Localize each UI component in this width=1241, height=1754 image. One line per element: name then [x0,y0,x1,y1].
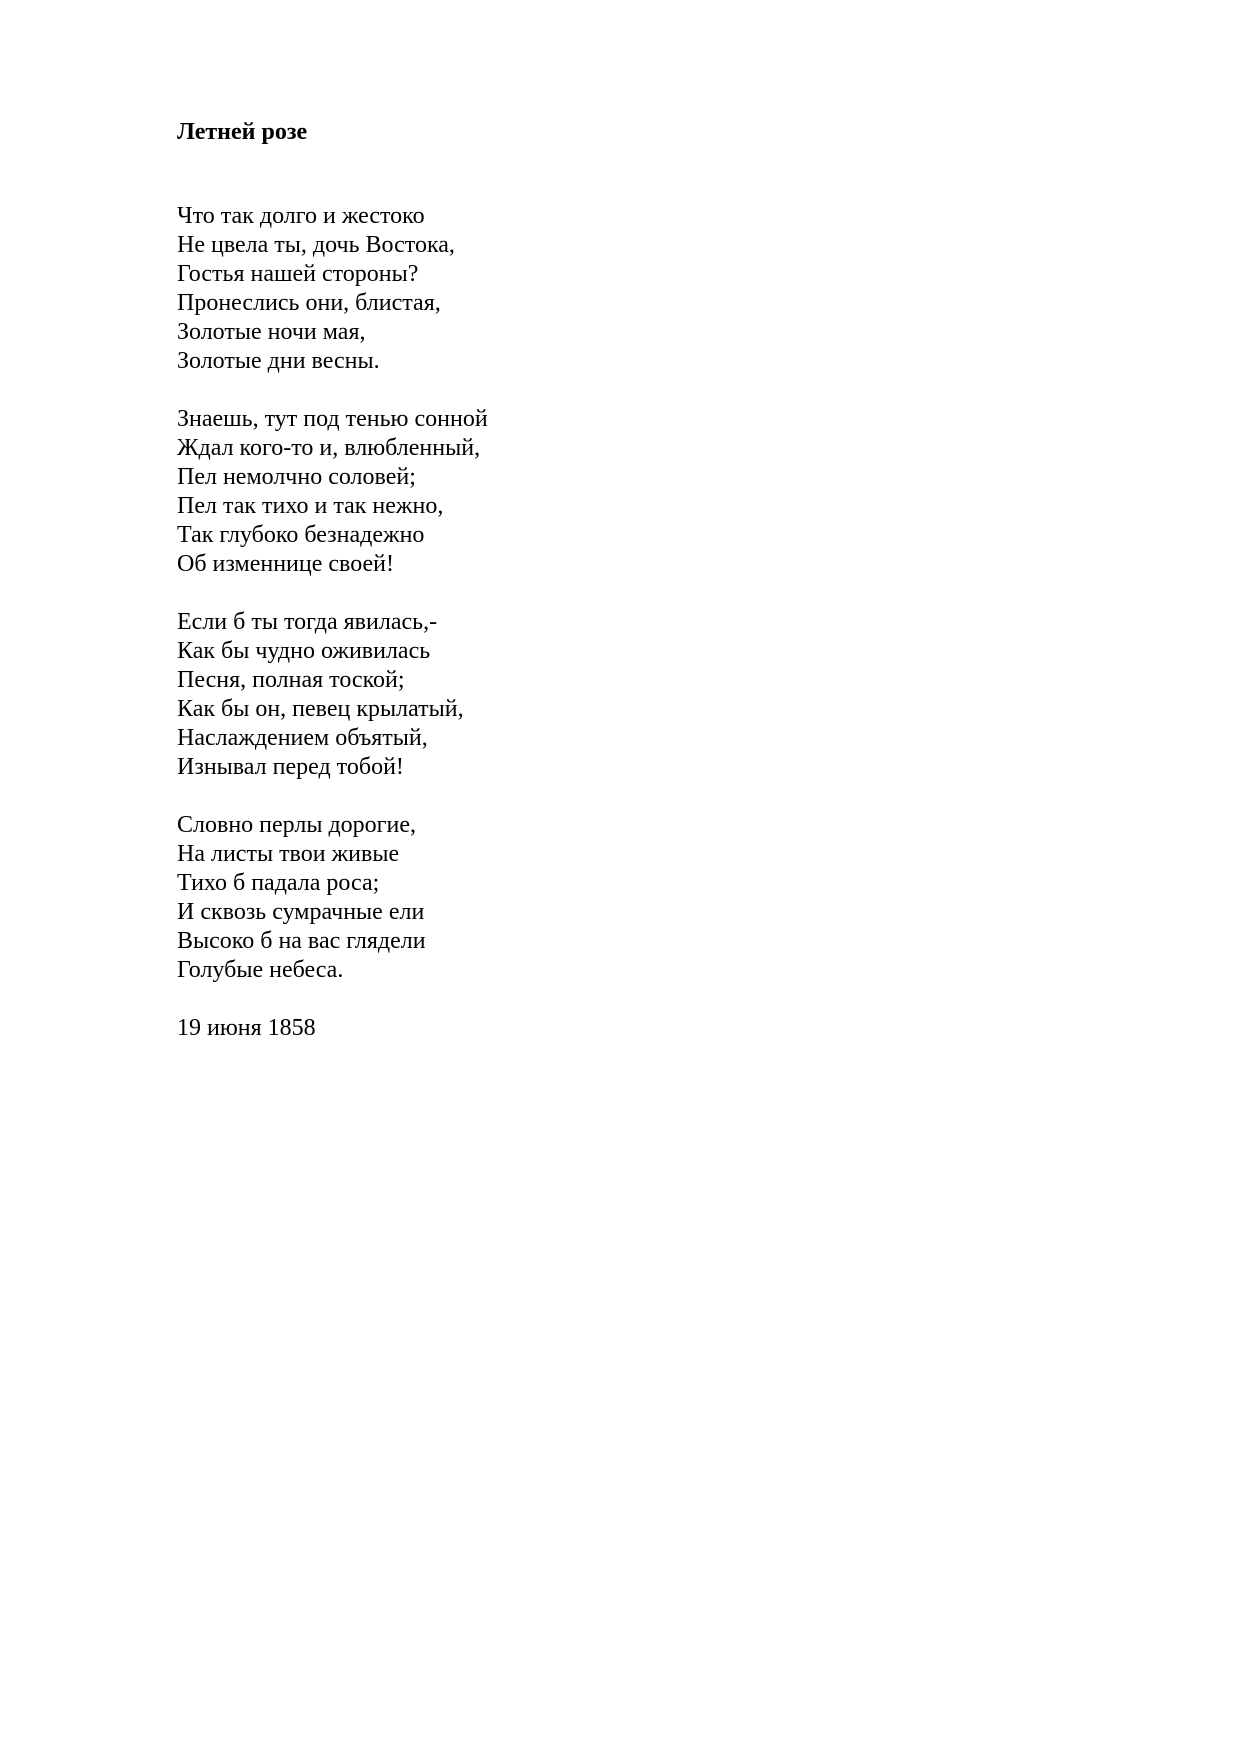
poem-line: Что так долго и жестоко [177,203,425,229]
poem-line: Ждал кого-то и, влюбленный, [177,435,481,461]
stanza-2 [177,405,488,579]
stanza-1 [177,202,488,376]
poem-line: Гостья нашей стороны? [177,261,419,287]
poem-line: Так глубоко безнадежно [177,522,425,548]
poem-body [177,202,488,1043]
poem-line: Знаешь, тут под тенью сонной [177,406,488,432]
poem-line: Как бы чудно оживилась [177,638,431,664]
poem-line: Высоко б на вас глядели [177,928,426,954]
poem-line: Голубые небеса. [177,957,344,983]
stanza-4 [177,811,488,985]
poem-line: Пел так тихо и так нежно, [177,493,444,519]
poem-line: Пронеслись они, блистая, [177,290,441,316]
poem-line: Как бы он, певец крылатый, [177,696,464,722]
poem-line: Тихо б падала роса; [177,870,380,896]
poem-line: Словно перлы дорогие, [177,812,416,838]
poem-line: Наслаждением объятый, [177,725,428,751]
poem-line: Если б ты тогда явилась,- [177,609,438,635]
poem-line: Золотые дни весны. [177,348,380,374]
poem-line: Не цвела ты, дочь Востока, [177,232,455,258]
poem-line: Пел немолчно соловей; [177,464,416,490]
poem-date: 19 июня 1858 [177,1015,316,1041]
poem-line: Изнывал перед тобой! [177,754,404,780]
poem-title: Летней розе [177,119,308,145]
poem-line: На листы твои живые [177,841,400,867]
poem-line: Золотые ночи мая, [177,319,366,345]
stanza-3 [177,608,488,782]
poem-line: Об изменнице своей! [177,551,394,577]
poem-line: Песня, полная тоской; [177,667,405,693]
poem-line: И сквозь сумрачные ели [177,899,425,925]
